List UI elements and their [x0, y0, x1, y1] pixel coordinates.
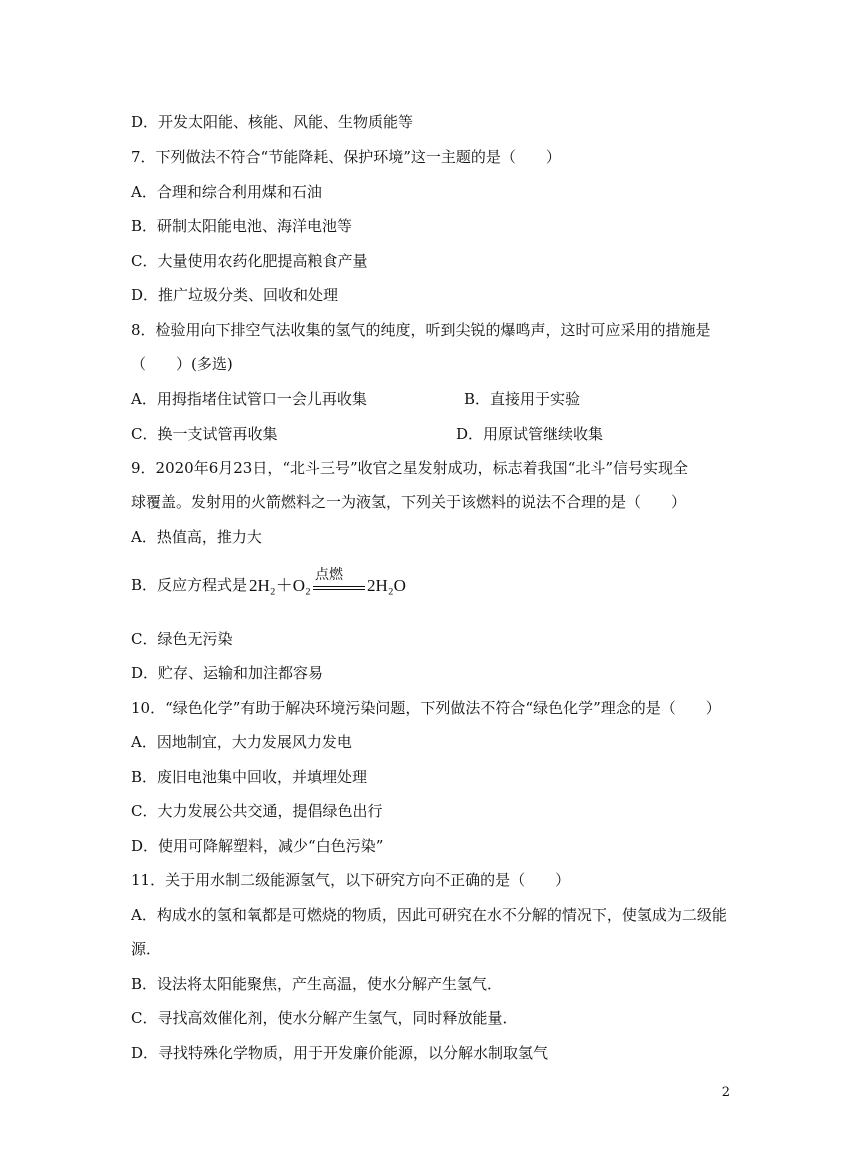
- q10-option-b: B．废旧电池集中回收，并填埋处理: [131, 768, 368, 786]
- q8-stem-line2: （ ）(多选): [131, 355, 233, 373]
- reaction-condition: 点燃: [314, 567, 343, 583]
- page-number: 2: [721, 1085, 730, 1100]
- q10-option-a: A．因地制宜，大力发展风力发电: [131, 733, 352, 751]
- reaction-arrow: [313, 567, 365, 597]
- q9-stem-line2: 球覆盖。发射用的火箭燃料之一为液氢，下列关于该燃料的说法不合理的是（ ）: [131, 493, 687, 511]
- q9-option-a: A．热值高，推力大: [131, 528, 262, 546]
- q11-option-c: C．寻找高效催化剂，使水分解产生氢气，同时释放能量．: [131, 1009, 518, 1027]
- q7-option-d: D．推广垃圾分类、回收和处理: [131, 286, 339, 304]
- q11-option-d: D．寻找特殊化学物质，用于开发廉价能源，以分解水制取氢气: [131, 1044, 549, 1062]
- chemical-equation: [249, 567, 406, 598]
- q8-option-b: B．直接用于实验: [464, 390, 581, 408]
- q7-stem: 7．下列做法不符合“节能降耗、保护环境”这一主题的是（ ）: [131, 148, 561, 166]
- q8-option-d: D．用原试管继续收集: [456, 425, 604, 443]
- q7-option-c: C．大量使用农药化肥提高粮食产量: [131, 252, 368, 270]
- q8-option-c: C．换一支试管再收集: [131, 425, 278, 443]
- q6-option-d: D．开发太阳能、核能、风能、生物质能等: [131, 113, 414, 131]
- equation-left: 2H₂＋O₂: [249, 576, 311, 595]
- q11-option-b: B．设法将太阳能聚焦，产生高温，使水分解产生氢气．: [131, 975, 503, 993]
- q9-option-d: D．贮存、运输和加注都容易: [131, 664, 324, 682]
- q8-option-a: A．用拇指堵住试管口一会儿再收集: [131, 390, 367, 408]
- q10-option-c: C．大力发展公共交通，提倡绿色出行: [131, 802, 383, 820]
- q11-stem: 11．关于用水制二级能源氢气，以下研究方向不正确的是（ ）: [131, 871, 571, 889]
- q8-stem-line1: 8．检验用向下排空气法收集的氢气的纯度，听到尖锐的爆鸣声，这时可应采用的措施是: [131, 321, 711, 339]
- q9-stem-line1: 9．2020年6月23日，“北斗三号”收官之星发射成功，标志着我国“北斗”信号实现全: [131, 459, 689, 477]
- q7-option-b: B．研制太阳能电池、海洋电池等: [131, 217, 353, 235]
- q7-option-a: A．合理和综合利用煤和石油: [131, 183, 322, 201]
- q9-option-b-prefix: B．反应方程式是: [131, 576, 248, 594]
- q8-options-row1: [131, 389, 731, 409]
- q9-option-c: C．绿色无污染: [131, 630, 233, 648]
- equation-right: 2H₂O: [366, 576, 406, 595]
- q11-option-a-line1: A．构成水的氢和氧都是可燃烧的物质，因此可研究在水不分解的情况下，使氢成为二级能: [131, 906, 727, 924]
- q8-options-row2: [131, 424, 731, 444]
- q9-option-b: [131, 567, 406, 598]
- q10-stem: 10．“绿色化学”有助于解决环境污染问题，下列做法不符合“绿色化学”理念的是（ ）: [131, 699, 721, 717]
- q11-option-a-line2: 源．: [131, 940, 162, 958]
- q10-option-d: D．使用可降解塑料，减少“白色污染”: [131, 837, 384, 855]
